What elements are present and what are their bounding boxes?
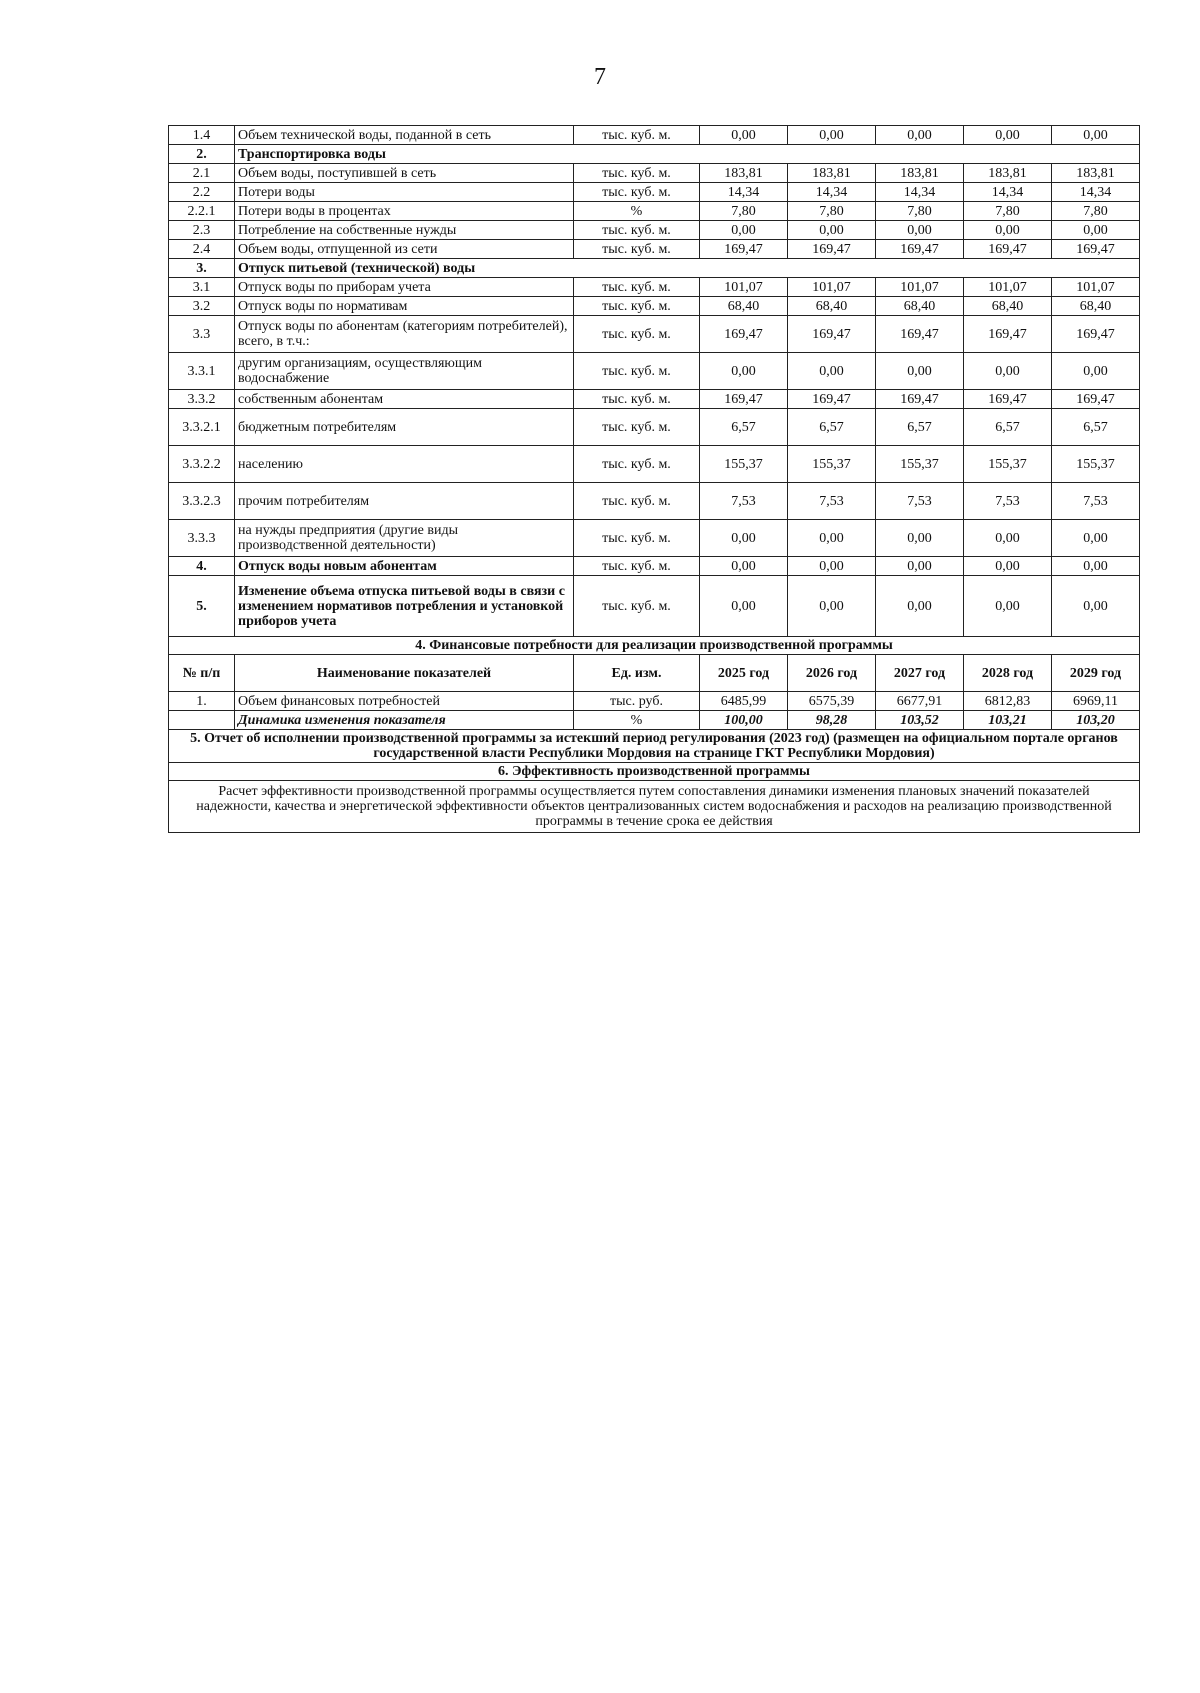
- row-name: Динамика изменения показателя: [235, 711, 574, 730]
- row-name: Отпуск воды новым абонентам: [235, 557, 574, 576]
- row-value: 0,00: [876, 353, 964, 390]
- row-unit: тыс. куб. м.: [574, 520, 700, 557]
- section-row: [169, 145, 1140, 164]
- table-row: [169, 409, 1140, 446]
- row-name: собственным абонентам: [235, 390, 574, 409]
- row-value: 7,53: [1052, 483, 1140, 520]
- row-value: 103,52: [876, 711, 964, 730]
- row-value: 6,57: [1052, 409, 1140, 446]
- row-unit: тыс. куб. м.: [574, 183, 700, 202]
- row-value: 6,57: [964, 409, 1052, 446]
- table-row: [169, 692, 1140, 711]
- table-row: [169, 520, 1140, 557]
- row-value: 169,47: [964, 240, 1052, 259]
- row-name: Потери воды в процентах: [235, 202, 574, 221]
- row-value: 0,00: [700, 576, 788, 637]
- table-row: [169, 297, 1140, 316]
- row-value: 0,00: [788, 576, 876, 637]
- row-value: 68,40: [876, 297, 964, 316]
- row-unit: %: [574, 202, 700, 221]
- header-year: 2027 год: [876, 655, 964, 692]
- efficiency-title: 6. Эффективность производственной программы: [169, 763, 1140, 781]
- row-number: 3.3.3: [169, 520, 235, 557]
- row-value: 169,47: [1052, 316, 1140, 353]
- row-name: Отпуск воды по приборам учета: [235, 278, 574, 297]
- row-value: 0,00: [876, 221, 964, 240]
- report-section-row: [169, 730, 1140, 763]
- row-value: 68,40: [788, 297, 876, 316]
- row-value: 7,53: [964, 483, 1052, 520]
- row-value: 0,00: [700, 557, 788, 576]
- row-value: 101,07: [964, 278, 1052, 297]
- row-value: 183,81: [876, 164, 964, 183]
- row-value: 0,00: [700, 126, 788, 145]
- row-value: 101,07: [876, 278, 964, 297]
- row-number: [169, 711, 235, 730]
- row-number: 3.3.2.1: [169, 409, 235, 446]
- section-title: Отпуск питьевой (технической) воды: [235, 259, 1140, 278]
- row-value: 169,47: [1052, 390, 1140, 409]
- row-value: 6677,91: [876, 692, 964, 711]
- row-value: 0,00: [964, 520, 1052, 557]
- row-name: Объем воды, отпущенной из сети: [235, 240, 574, 259]
- table-row: [169, 240, 1140, 259]
- row-number: 4.: [169, 557, 235, 576]
- row-name: Объем финансовых потребностей: [235, 692, 574, 711]
- row-value: 100,00: [700, 711, 788, 730]
- row-value: 169,47: [788, 316, 876, 353]
- finance-title-row: [169, 637, 1140, 655]
- row-value: 0,00: [964, 126, 1052, 145]
- finance-header-row: [169, 655, 1140, 692]
- row-value: 169,47: [700, 240, 788, 259]
- header-year: 2026 год: [788, 655, 876, 692]
- row-value: 169,47: [700, 316, 788, 353]
- row-value: 14,34: [700, 183, 788, 202]
- table-row: [169, 126, 1140, 145]
- table-row: [169, 221, 1140, 240]
- row-value: 7,53: [788, 483, 876, 520]
- row-value: 101,07: [788, 278, 876, 297]
- table-row: [169, 576, 1140, 637]
- row-value: 169,47: [876, 240, 964, 259]
- section-row: [169, 259, 1140, 278]
- row-value: 0,00: [788, 520, 876, 557]
- row-unit: тыс. куб. м.: [574, 221, 700, 240]
- row-unit: тыс. куб. м.: [574, 409, 700, 446]
- row-value: 169,47: [700, 390, 788, 409]
- row-number: 2.2: [169, 183, 235, 202]
- row-value: 183,81: [1052, 164, 1140, 183]
- row-value: 6969,11: [1052, 692, 1140, 711]
- row-name: прочим потребителям: [235, 483, 574, 520]
- row-value: 169,47: [876, 390, 964, 409]
- row-unit: тыс. куб. м.: [574, 164, 700, 183]
- row-value: 0,00: [964, 353, 1052, 390]
- row-value: 103,21: [964, 711, 1052, 730]
- header-year: 2025 год: [700, 655, 788, 692]
- table-row: [169, 183, 1140, 202]
- efficiency-title-row: [169, 763, 1140, 781]
- row-value: 7,53: [876, 483, 964, 520]
- row-value: 6812,83: [964, 692, 1052, 711]
- report-section: 5. Отчет об исполнении производственной программы за истекший период регулирования (2023 год) (размещен на официальном портале органов государственной власти Республики Мордовия на странице ГКТ Республики Мордовия): [169, 730, 1140, 763]
- row-value: 155,37: [876, 446, 964, 483]
- row-value: 0,00: [964, 576, 1052, 637]
- row-unit: тыс. руб.: [574, 692, 700, 711]
- row-value: 6,57: [788, 409, 876, 446]
- row-value: 169,47: [788, 390, 876, 409]
- row-value: 0,00: [1052, 557, 1140, 576]
- header-unit: Ед. изм.: [574, 655, 700, 692]
- row-value: 101,07: [700, 278, 788, 297]
- row-value: 183,81: [788, 164, 876, 183]
- row-number: 3.3.2: [169, 390, 235, 409]
- row-name: бюджетным потребителям: [235, 409, 574, 446]
- row-value: 0,00: [876, 520, 964, 557]
- row-number: 2.3: [169, 221, 235, 240]
- row-value: 0,00: [876, 576, 964, 637]
- header-year: 2028 год: [964, 655, 1052, 692]
- row-value: 169,47: [964, 316, 1052, 353]
- header-number: № п/п: [169, 655, 235, 692]
- row-name: населению: [235, 446, 574, 483]
- row-value: 7,53: [700, 483, 788, 520]
- table-row: [169, 316, 1140, 353]
- row-unit: тыс. куб. м.: [574, 557, 700, 576]
- row-value: 0,00: [964, 221, 1052, 240]
- row-unit: тыс. куб. м.: [574, 316, 700, 353]
- row-value: 155,37: [964, 446, 1052, 483]
- row-value: 169,47: [1052, 240, 1140, 259]
- row-unit: тыс. куб. м.: [574, 126, 700, 145]
- row-name: Потери воды: [235, 183, 574, 202]
- table-row: [169, 202, 1140, 221]
- row-value: 6,57: [700, 409, 788, 446]
- row-value: 14,34: [964, 183, 1052, 202]
- row-value: 0,00: [700, 221, 788, 240]
- row-value: 6,57: [876, 409, 964, 446]
- efficiency-text-row: [169, 781, 1140, 833]
- header-year: 2029 год: [1052, 655, 1140, 692]
- table-row: [169, 557, 1140, 576]
- row-unit: тыс. куб. м.: [574, 446, 700, 483]
- table-row: [169, 164, 1140, 183]
- row-value: 14,34: [876, 183, 964, 202]
- row-name: Потребление на собственные нужды: [235, 221, 574, 240]
- section-title: Транспортировка воды: [235, 145, 1140, 164]
- finance-title: 4. Финансовые потребности для реализации производственной программы: [169, 637, 1140, 655]
- row-number: 3.2: [169, 297, 235, 316]
- row-value: 14,34: [788, 183, 876, 202]
- efficiency-text: Расчет эффективности производственной программы осуществляется путем сопоставления динамики изменения плановых значений показателей надежности, качества и энергетической эффективности объектов централизованных систем водоснабжения и расходов на реализацию производственной программы в течение срока ее действия: [169, 781, 1140, 833]
- row-value: 169,47: [876, 316, 964, 353]
- row-number: 3.3.1: [169, 353, 235, 390]
- row-number: 3.3: [169, 316, 235, 353]
- row-name: на нужды предприятия (другие виды производственной деятельности): [235, 520, 574, 557]
- row-value: 155,37: [700, 446, 788, 483]
- row-value: 14,34: [1052, 183, 1140, 202]
- table-body: [169, 126, 1140, 833]
- row-value: 0,00: [1052, 126, 1140, 145]
- row-name: другим организациям, осуществляющим водоснабжение: [235, 353, 574, 390]
- row-value: 155,37: [1052, 446, 1140, 483]
- row-value: 6485,99: [700, 692, 788, 711]
- row-value: 0,00: [1052, 576, 1140, 637]
- row-value: 101,07: [1052, 278, 1140, 297]
- row-number: 1.4: [169, 126, 235, 145]
- row-number: 3.1: [169, 278, 235, 297]
- row-value: 0,00: [1052, 353, 1140, 390]
- row-unit: тыс. куб. м.: [574, 297, 700, 316]
- row-name: Объем технической воды, поданной в сеть: [235, 126, 574, 145]
- row-number: 1.: [169, 692, 235, 711]
- row-value: 0,00: [1052, 221, 1140, 240]
- row-value: 7,80: [1052, 202, 1140, 221]
- row-value: 0,00: [876, 557, 964, 576]
- row-unit: тыс. куб. м.: [574, 576, 700, 637]
- row-name: Изменение объема отпуска питьевой воды в связи с изменением нормативов потребления и установкой приборов учета: [235, 576, 574, 637]
- row-unit: тыс. куб. м.: [574, 390, 700, 409]
- row-value: 7,80: [876, 202, 964, 221]
- row-unit: тыс. куб. м.: [574, 483, 700, 520]
- row-unit: тыс. куб. м.: [574, 278, 700, 297]
- table-row: [169, 483, 1140, 520]
- row-value: 183,81: [700, 164, 788, 183]
- dynamics-row: [169, 711, 1140, 730]
- row-value: 98,28: [788, 711, 876, 730]
- row-value: 6575,39: [788, 692, 876, 711]
- row-unit: тыс. куб. м.: [574, 353, 700, 390]
- row-value: 7,80: [964, 202, 1052, 221]
- row-unit: %: [574, 711, 700, 730]
- row-value: 0,00: [876, 126, 964, 145]
- row-value: 103,20: [1052, 711, 1140, 730]
- row-number: 5.: [169, 576, 235, 637]
- header-name: Наименование показателей: [235, 655, 574, 692]
- table-row: [169, 390, 1140, 409]
- row-value: 183,81: [964, 164, 1052, 183]
- row-unit: тыс. куб. м.: [574, 240, 700, 259]
- row-value: 7,80: [788, 202, 876, 221]
- document-sheet: [168, 125, 1139, 833]
- row-number: 3.3.2.2: [169, 446, 235, 483]
- row-name: Объем воды, поступившей в сеть: [235, 164, 574, 183]
- row-value: 0,00: [964, 557, 1052, 576]
- row-number: 2.1: [169, 164, 235, 183]
- row-number: 2.2.1: [169, 202, 235, 221]
- row-value: 0,00: [788, 126, 876, 145]
- row-value: 68,40: [700, 297, 788, 316]
- row-value: 169,47: [788, 240, 876, 259]
- row-value: 68,40: [964, 297, 1052, 316]
- row-value: 7,80: [700, 202, 788, 221]
- row-value: 155,37: [788, 446, 876, 483]
- row-value: 169,47: [964, 390, 1052, 409]
- table-row: [169, 446, 1140, 483]
- row-value: 0,00: [788, 221, 876, 240]
- row-number: 3.3.2.3: [169, 483, 235, 520]
- row-value: 0,00: [1052, 520, 1140, 557]
- row-name: Отпуск воды по нормативам: [235, 297, 574, 316]
- production-program-table: [168, 125, 1140, 833]
- table-row: [169, 278, 1140, 297]
- section-number: 2.: [169, 145, 235, 164]
- page-number: 7: [594, 64, 606, 90]
- row-value: 0,00: [788, 557, 876, 576]
- section-number: 3.: [169, 259, 235, 278]
- row-name: Отпуск воды по абонентам (категориям потребителей), всего, в т.ч.:: [235, 316, 574, 353]
- row-value: 0,00: [700, 520, 788, 557]
- row-value: 0,00: [788, 353, 876, 390]
- table-row: [169, 353, 1140, 390]
- row-value: 0,00: [700, 353, 788, 390]
- row-value: 68,40: [1052, 297, 1140, 316]
- row-number: 2.4: [169, 240, 235, 259]
